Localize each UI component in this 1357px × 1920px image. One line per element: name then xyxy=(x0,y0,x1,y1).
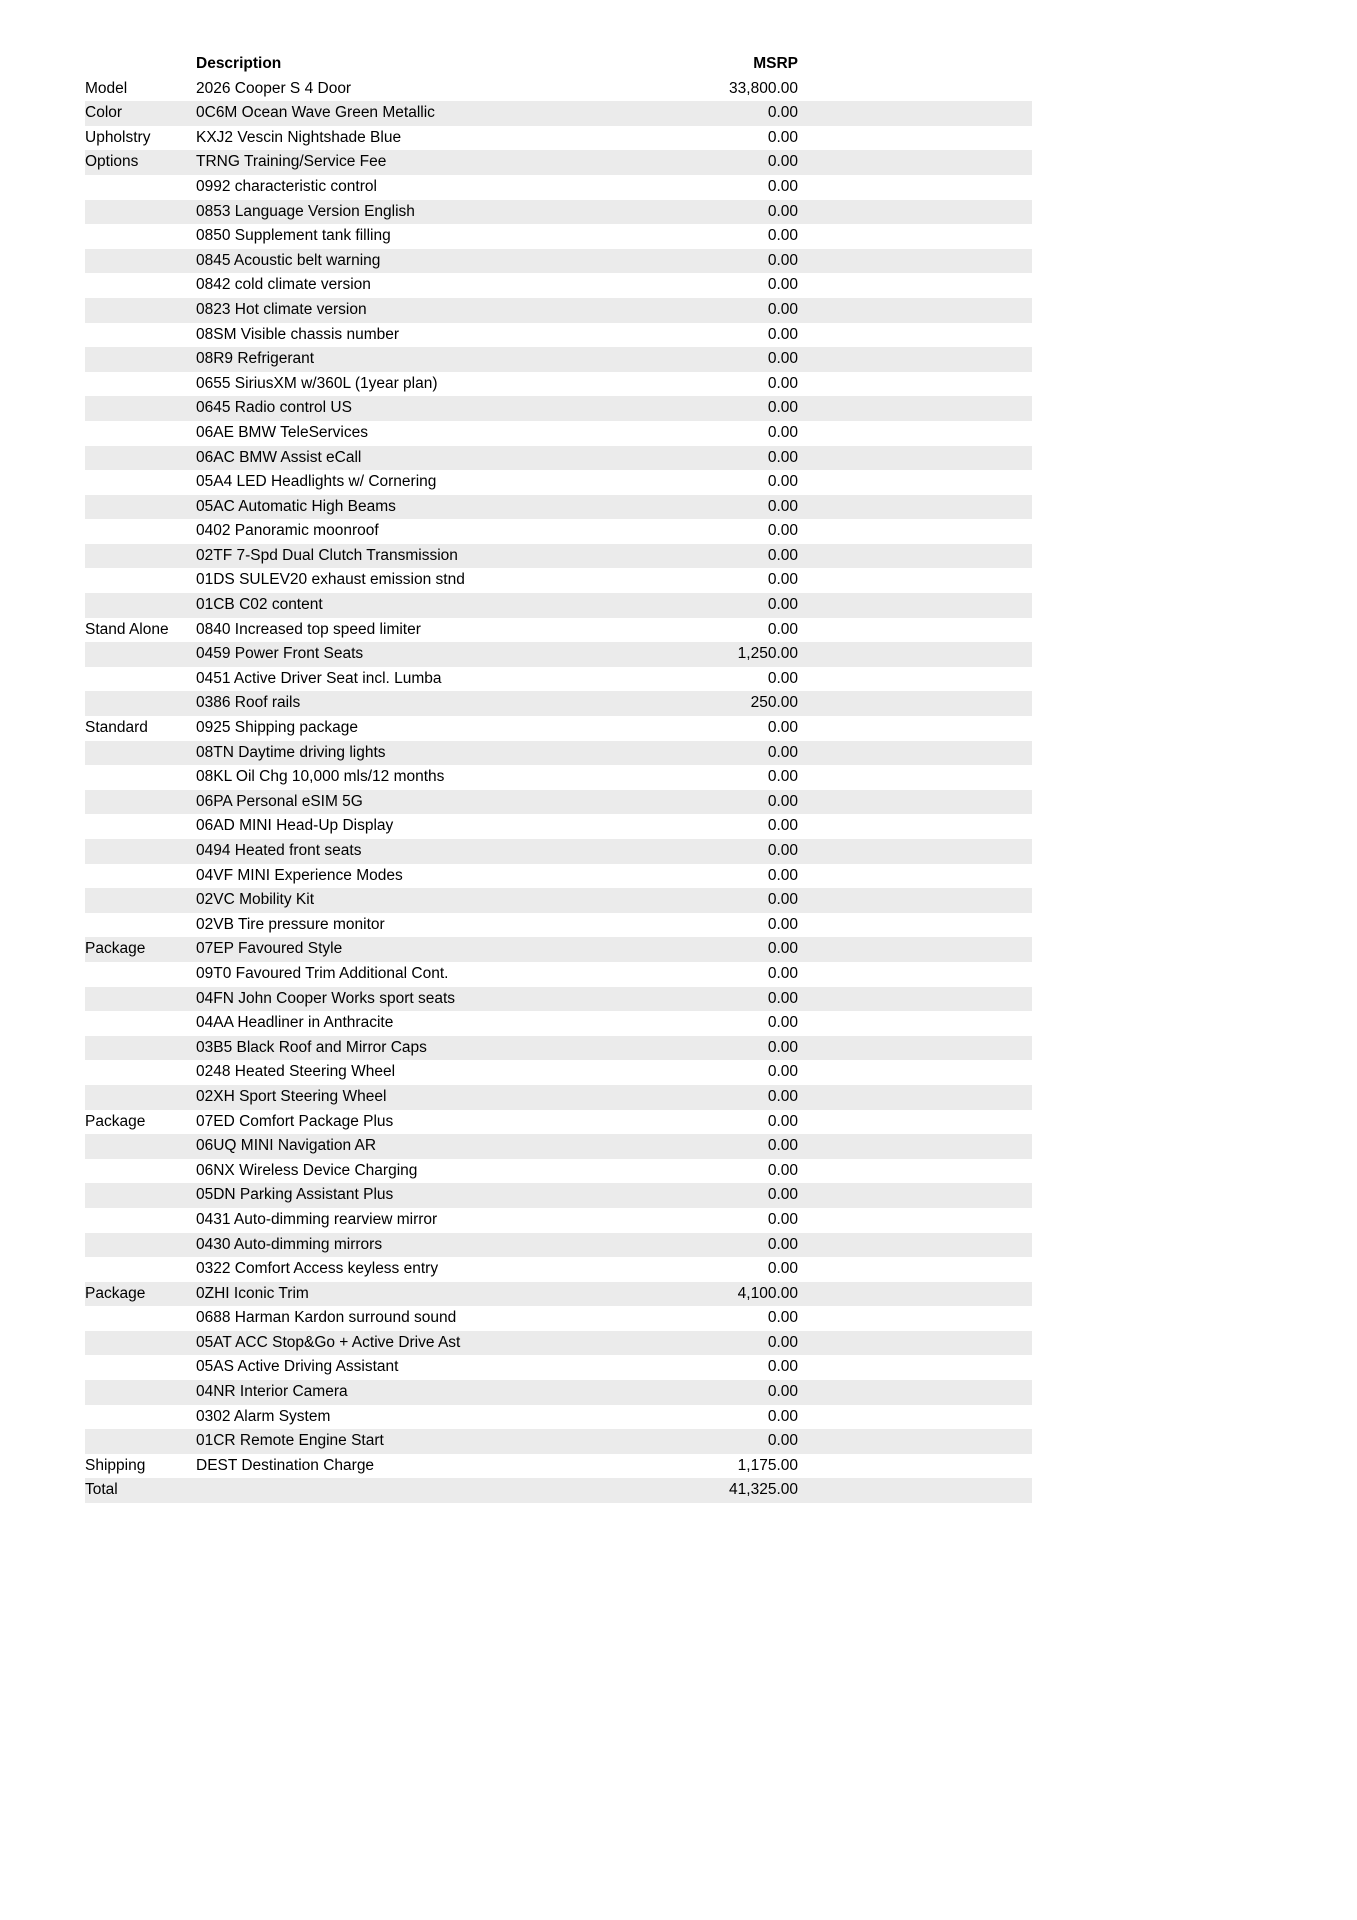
description-cell: 0853 Language Version English xyxy=(196,202,415,220)
table-row xyxy=(85,1110,1032,1135)
table-row xyxy=(85,372,1032,397)
description-cell: 0402 Panoramic moonroof xyxy=(196,522,379,540)
category-cell: Total xyxy=(85,1481,118,1499)
table-row xyxy=(85,1331,1032,1356)
description-cell: 09T0 Favoured Trim Additional Cont. xyxy=(196,964,449,982)
table-header-row xyxy=(85,52,1032,77)
msrp-cell: 0.00 xyxy=(767,374,798,392)
msrp-cell: 0.00 xyxy=(767,1210,798,1228)
msrp-cell: 4,100.00 xyxy=(737,1284,798,1302)
description-cell: 01CR Remote Engine Start xyxy=(196,1432,384,1450)
table-row xyxy=(85,77,1032,102)
description-cell: 06PA Personal eSIM 5G xyxy=(196,792,363,810)
description-cell: 06NX Wireless Device Charging xyxy=(196,1161,418,1179)
description-cell: 02VC Mobility Kit xyxy=(196,891,315,909)
msrp-cell: 0.00 xyxy=(767,1260,798,1278)
table-row xyxy=(85,839,1032,864)
msrp-cell: 0.00 xyxy=(767,743,798,761)
table-row xyxy=(85,1036,1032,1061)
msrp-cell: 0.00 xyxy=(767,1309,798,1327)
table-row xyxy=(85,1405,1032,1430)
msrp-cell: 0.00 xyxy=(767,768,798,786)
msrp-cell: 41,325.00 xyxy=(729,1481,798,1499)
description-cell: 05AT ACC Stop&Go + Active Drive Ast xyxy=(196,1333,461,1351)
msrp-cell: 0.00 xyxy=(767,817,798,835)
description-cell: 0ZHI Iconic Trim xyxy=(196,1284,309,1302)
table-row xyxy=(85,1060,1032,1085)
table-row xyxy=(85,495,1032,520)
msrp-cell: 0.00 xyxy=(767,325,798,343)
table-row xyxy=(85,667,1032,692)
pricing-table xyxy=(85,52,1032,1503)
description-cell: 0925 Shipping package xyxy=(196,719,359,737)
msrp-cell: 0.00 xyxy=(767,1161,798,1179)
table-row xyxy=(85,1380,1032,1405)
msrp-cell: 0.00 xyxy=(767,1358,798,1376)
msrp-cell: 0.00 xyxy=(767,989,798,1007)
description-cell: 01CB C02 content xyxy=(196,596,323,614)
description-cell: 03B5 Black Roof and Mirror Caps xyxy=(196,1038,427,1056)
description-cell: 0430 Auto-dimming mirrors xyxy=(196,1235,383,1253)
msrp-cell: 0.00 xyxy=(767,891,798,909)
table-row xyxy=(85,1233,1032,1258)
msrp-cell: 0.00 xyxy=(767,227,798,245)
description-cell: 06UQ MINI Navigation AR xyxy=(196,1137,377,1155)
msrp-cell: 1,175.00 xyxy=(737,1456,798,1474)
description-cell: 0850 Supplement tank filling xyxy=(196,227,391,245)
category-cell: Stand Alone xyxy=(85,620,169,638)
description-cell: 04FN John Cooper Works sport seats xyxy=(196,989,456,1007)
table-row xyxy=(85,962,1032,987)
description-cell: 05DN Parking Assistant Plus xyxy=(196,1186,394,1204)
table-row xyxy=(85,814,1032,839)
table-row xyxy=(85,1183,1032,1208)
category-cell: Color xyxy=(85,104,123,122)
description-cell: 0992 characteristic control xyxy=(196,177,377,195)
description-cell: 02XH Sport Steering Wheel xyxy=(196,1087,387,1105)
header-msrp: MSRP xyxy=(753,55,798,72)
description-cell: 04NR Interior Camera xyxy=(196,1383,348,1401)
msrp-cell: 0.00 xyxy=(767,276,798,294)
table-row xyxy=(85,691,1032,716)
table-row xyxy=(85,298,1032,323)
description-cell: 07ED Comfort Package Plus xyxy=(196,1112,394,1130)
category-cell: Model xyxy=(85,79,128,97)
table-row xyxy=(85,765,1032,790)
description-cell: 0431 Auto-dimming rearview mirror xyxy=(196,1210,438,1228)
msrp-cell: 0.00 xyxy=(767,1038,798,1056)
msrp-cell: 0.00 xyxy=(767,104,798,122)
msrp-cell: 1,250.00 xyxy=(737,645,798,663)
description-cell: 0451 Active Driver Seat incl. Lumba xyxy=(196,669,442,687)
msrp-cell: 0.00 xyxy=(767,1407,798,1425)
description-cell: 01DS SULEV20 exhaust emission stnd xyxy=(196,571,465,589)
header-description: Description xyxy=(196,55,282,72)
table-row xyxy=(85,273,1032,298)
description-cell: 08TN Daytime driving lights xyxy=(196,743,386,761)
msrp-cell: 33,800.00 xyxy=(729,79,798,97)
msrp-cell: 0.00 xyxy=(767,1383,798,1401)
description-cell: 0823 Hot climate version xyxy=(196,300,367,318)
table-row xyxy=(85,1454,1032,1479)
table-row xyxy=(85,347,1032,372)
description-cell: DEST Destination Charge xyxy=(196,1456,375,1474)
msrp-cell: 0.00 xyxy=(767,1432,798,1450)
table-row xyxy=(85,716,1032,741)
table-row xyxy=(85,396,1032,421)
msrp-cell: 0.00 xyxy=(767,964,798,982)
description-cell: 08KL Oil Chg 10,000 mls/12 months xyxy=(196,768,445,786)
table-row xyxy=(85,642,1032,667)
description-cell: 04AA Headliner in Anthracite xyxy=(196,1014,394,1032)
msrp-cell: 0.00 xyxy=(767,177,798,195)
table-row xyxy=(85,101,1032,126)
msrp-cell: 0.00 xyxy=(767,350,798,368)
msrp-cell: 0.00 xyxy=(767,620,798,638)
description-cell: 02TF 7-Spd Dual Clutch Transmission xyxy=(196,546,458,564)
table-row xyxy=(85,1257,1032,1282)
category-cell: Options xyxy=(85,153,139,171)
description-cell: KXJ2 Vescin Nightshade Blue xyxy=(196,128,402,146)
description-cell: 0688 Harman Kardon surround sound xyxy=(196,1309,457,1327)
table-row xyxy=(85,864,1032,889)
table-row xyxy=(85,150,1032,175)
table-row xyxy=(85,937,1032,962)
table-row xyxy=(85,175,1032,200)
description-cell: 06AD MINI Head-Up Display xyxy=(196,817,394,835)
description-cell: 02VB Tire pressure monitor xyxy=(196,915,385,933)
msrp-cell: 0.00 xyxy=(767,473,798,491)
table-row xyxy=(85,1085,1032,1110)
description-cell: 0655 SiriusXM w/360L (1year plan) xyxy=(196,374,438,392)
description-cell: 05AC Automatic High Beams xyxy=(196,497,396,515)
table-row xyxy=(85,913,1032,938)
msrp-cell: 0.00 xyxy=(767,522,798,540)
msrp-cell: 0.00 xyxy=(767,202,798,220)
table-row xyxy=(85,446,1032,471)
category-cell: Package xyxy=(85,1284,146,1302)
msrp-cell: 0.00 xyxy=(767,1014,798,1032)
msrp-cell: 0.00 xyxy=(767,423,798,441)
msrp-cell: 0.00 xyxy=(767,448,798,466)
table-row xyxy=(85,126,1032,151)
table-row xyxy=(85,224,1032,249)
table-row xyxy=(85,790,1032,815)
description-cell: 0322 Comfort Access keyless entry xyxy=(196,1260,439,1278)
msrp-cell: 0.00 xyxy=(767,571,798,589)
msrp-cell: 0.00 xyxy=(767,1235,798,1253)
table-row xyxy=(85,249,1032,274)
pricing-table-body xyxy=(85,77,1032,1503)
table-row xyxy=(85,470,1032,495)
description-cell: 06AC BMW Assist eCall xyxy=(196,448,362,466)
msrp-cell: 0.00 xyxy=(767,1087,798,1105)
table-row xyxy=(85,1011,1032,1036)
msrp-cell: 0.00 xyxy=(767,866,798,884)
msrp-cell: 0.00 xyxy=(767,719,798,737)
description-cell: 0302 Alarm System xyxy=(196,1407,331,1425)
msrp-cell: 0.00 xyxy=(767,792,798,810)
table-row xyxy=(85,1355,1032,1380)
description-cell: 05AS Active Driving Assistant xyxy=(196,1358,399,1376)
msrp-cell: 0.00 xyxy=(767,596,798,614)
category-cell: Standard xyxy=(85,719,148,737)
description-cell: 0645 Radio control US xyxy=(196,399,352,417)
msrp-cell: 0.00 xyxy=(767,842,798,859)
description-cell: 0840 Increased top speed limiter xyxy=(196,620,421,638)
msrp-cell: 0.00 xyxy=(767,546,798,564)
table-row xyxy=(85,618,1032,643)
msrp-cell: 0.00 xyxy=(767,669,798,687)
table-row xyxy=(85,987,1032,1012)
msrp-cell: 0.00 xyxy=(767,399,798,417)
category-cell: Package xyxy=(85,1112,146,1130)
table-row xyxy=(85,1429,1032,1454)
table-row xyxy=(85,1208,1032,1233)
category-cell: Package xyxy=(85,940,146,958)
msrp-cell: 0.00 xyxy=(767,915,798,933)
description-cell: 0386 Roof rails xyxy=(196,694,301,712)
table-row xyxy=(85,888,1032,913)
table-row xyxy=(85,568,1032,593)
table-row xyxy=(85,519,1032,544)
description-cell: 08SM Visible chassis number xyxy=(196,325,400,343)
table-row xyxy=(85,1159,1032,1184)
table-row xyxy=(85,200,1032,225)
description-cell: 04VF MINI Experience Modes xyxy=(196,866,403,884)
msrp-cell: 0.00 xyxy=(767,940,798,958)
table-row xyxy=(85,544,1032,569)
category-cell: Upholstry xyxy=(85,128,151,146)
description-cell: 07EP Favoured Style xyxy=(196,940,343,958)
msrp-cell: 0.00 xyxy=(767,1186,798,1204)
msrp-cell: 0.00 xyxy=(767,251,798,269)
table-row xyxy=(85,741,1032,766)
table-row xyxy=(85,421,1032,446)
table-row xyxy=(85,1306,1032,1331)
description-cell: 05A4 LED Headlights w/ Cornering xyxy=(196,473,437,491)
description-cell: 06AE BMW TeleServices xyxy=(196,423,368,441)
msrp-cell: 0.00 xyxy=(767,497,798,515)
table-row xyxy=(85,323,1032,348)
msrp-cell: 0.00 xyxy=(767,1333,798,1351)
msrp-cell: 250.00 xyxy=(750,694,798,712)
table-row xyxy=(85,593,1032,618)
description-cell: 0248 Heated Steering Wheel xyxy=(196,1063,396,1081)
description-cell: 08R9 Refrigerant xyxy=(196,350,315,368)
description-cell: 2026 Cooper S 4 Door xyxy=(196,79,352,97)
description-cell: 0845 Acoustic belt warning xyxy=(196,251,381,269)
table-row xyxy=(85,1282,1032,1307)
description-cell: 0C6M Ocean Wave Green Metallic xyxy=(196,104,435,122)
description-cell: 0459 Power Front Seats xyxy=(196,645,364,663)
table-row xyxy=(85,1134,1032,1159)
description-cell: 0842 cold climate version xyxy=(196,276,371,294)
description-cell: TRNG Training/Service Fee xyxy=(196,153,387,171)
category-cell: Shipping xyxy=(85,1456,146,1474)
msrp-cell: 0.00 xyxy=(767,300,798,318)
msrp-cell: 0.00 xyxy=(767,153,798,171)
table-row xyxy=(85,1478,1032,1503)
msrp-cell: 0.00 xyxy=(767,128,798,146)
msrp-cell: 0.00 xyxy=(767,1112,798,1130)
description-cell: 0494 Heated front seats xyxy=(196,842,362,859)
msrp-cell: 0.00 xyxy=(767,1063,798,1081)
msrp-cell: 0.00 xyxy=(767,1137,798,1155)
